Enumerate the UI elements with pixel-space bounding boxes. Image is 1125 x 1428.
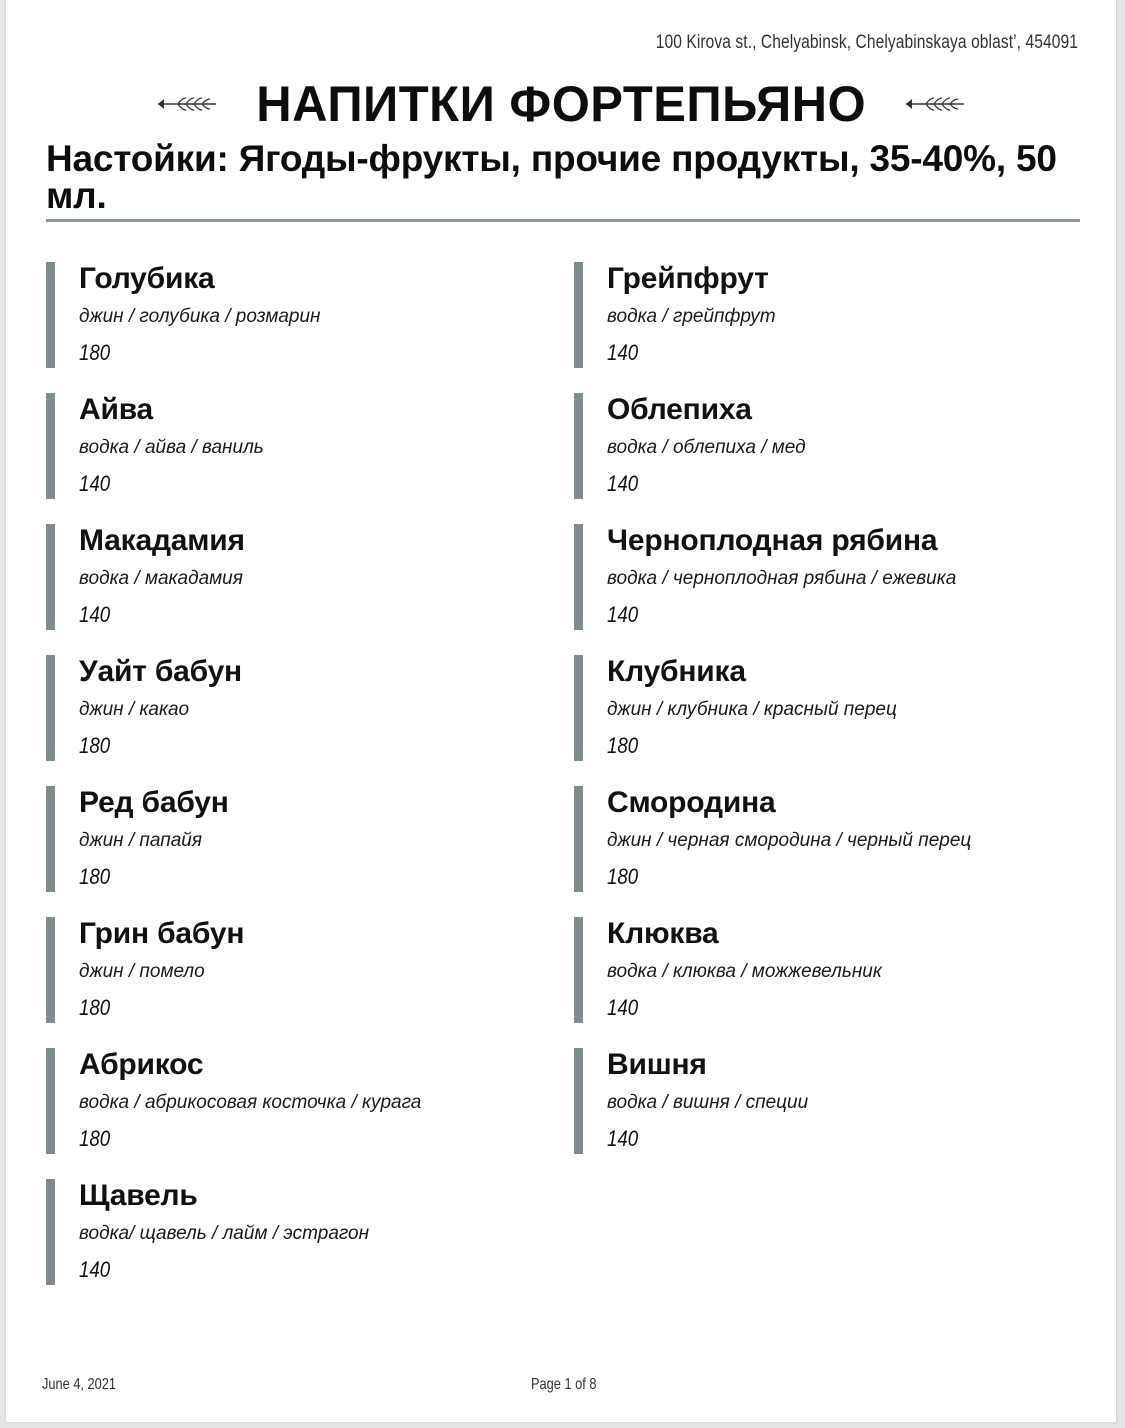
- item-name: Смородина: [607, 786, 776, 819]
- item-ingredients: джин / какао: [79, 699, 190, 720]
- item-name: Абрикос: [79, 1048, 204, 1081]
- item-ingredients: водка / облепиха / мед: [607, 437, 806, 458]
- item-name: Айва: [79, 393, 154, 426]
- item-price: 140: [607, 340, 639, 365]
- page-title: НАПИТКИ ФОРТЕПЬЯНО: [256, 76, 866, 132]
- title-row: [6, 72, 1116, 136]
- accent-bar: [574, 393, 583, 499]
- item-name: Вишня: [607, 1048, 707, 1081]
- item-name: Щавель: [79, 1179, 198, 1212]
- menu-item: [46, 258, 566, 389]
- menu-column-right: [574, 258, 1094, 1175]
- menu-column-left: [46, 258, 566, 1306]
- item-price: 180: [79, 864, 111, 889]
- menu-item: [574, 651, 1094, 782]
- item-name: Клюква: [607, 917, 719, 950]
- menu-item: [46, 782, 566, 913]
- item-name: Грин бабун: [79, 917, 245, 950]
- item-ingredients: джин / папайя: [79, 830, 202, 851]
- item-ingredients: джин / голубика / розмарин: [79, 306, 321, 327]
- item-name: Клубника: [607, 655, 746, 688]
- accent-bar: [574, 786, 583, 892]
- wheat-ornament-icon: [904, 94, 966, 114]
- item-price: 140: [607, 471, 639, 496]
- item-name: Голубика: [79, 262, 215, 295]
- footer-page-number: Page 1 of 8: [531, 1376, 597, 1393]
- restaurant-address: 100 Kirova st., Chelyabinsk, Chelyabinskaya oblast’, 454091: [655, 32, 1078, 53]
- item-price: 140: [79, 1257, 111, 1282]
- menu-item: [46, 389, 566, 520]
- item-ingredients: водка / грейпфрут: [607, 306, 776, 327]
- item-ingredients: водка / абрикосовая косточка / курага: [79, 1092, 422, 1113]
- accent-bar: [46, 262, 55, 368]
- menu-item: [574, 258, 1094, 389]
- footer-date: June 4, 2021: [42, 1376, 117, 1393]
- item-price: 180: [79, 340, 111, 365]
- menu-item: [46, 520, 566, 651]
- menu-item: [46, 1044, 566, 1175]
- menu-item: [574, 913, 1094, 1044]
- item-name: Черноплодная рябина: [607, 524, 938, 557]
- accent-bar: [46, 393, 55, 499]
- wheat-ornament-icon: [156, 94, 218, 114]
- accent-bar: [46, 524, 55, 630]
- menu-item: [574, 520, 1094, 651]
- item-ingredients: водка / айва / ваниль: [79, 437, 264, 458]
- menu-item: [46, 913, 566, 1044]
- item-price: 140: [79, 602, 111, 627]
- item-name: Уайт бабун: [79, 655, 242, 688]
- section-divider: [46, 219, 1080, 222]
- item-ingredients: водка / макадамия: [79, 568, 243, 589]
- accent-bar: [574, 655, 583, 761]
- item-price: 140: [607, 995, 639, 1020]
- accent-bar: [574, 917, 583, 1023]
- item-price: 180: [607, 733, 639, 758]
- item-ingredients: джин / помело: [79, 961, 205, 982]
- item-price: 180: [79, 733, 111, 758]
- menu-item: [574, 782, 1094, 913]
- item-ingredients: водка / вишня / специи: [607, 1092, 809, 1113]
- item-price: 180: [79, 1126, 111, 1151]
- item-price: 180: [607, 864, 639, 889]
- item-name: Макадамия: [79, 524, 245, 557]
- item-ingredients: водка/ щавель / лайм / эстрагон: [79, 1223, 370, 1244]
- accent-bar: [46, 1179, 55, 1285]
- menu-item: [46, 651, 566, 782]
- accent-bar: [46, 786, 55, 892]
- item-name: Ред бабун: [79, 786, 229, 819]
- accent-bar: [46, 917, 55, 1023]
- item-name: Облепиха: [607, 393, 752, 426]
- item-ingredients: водка / черноплодная рябина / ежевика: [607, 568, 957, 589]
- menu-item: [574, 389, 1094, 520]
- item-ingredients: джин / черная смородина / черный перец: [607, 830, 972, 851]
- menu-item: [574, 1044, 1094, 1175]
- item-price: 140: [79, 471, 111, 496]
- item-price: 140: [607, 1126, 639, 1151]
- accent-bar: [574, 1048, 583, 1154]
- item-ingredients: водка / клюква / можжевельник: [607, 961, 882, 982]
- item-price: 180: [79, 995, 111, 1020]
- accent-bar: [574, 262, 583, 368]
- accent-bar: [46, 655, 55, 761]
- item-price: 140: [607, 602, 639, 627]
- item-name: Грейпфрут: [607, 262, 769, 295]
- accent-bar: [46, 1048, 55, 1154]
- item-ingredients: джин / клубника / красный перец: [607, 699, 897, 720]
- section-subtitle: Настойки: Ягоды-фрукты, прочие продукты, 35-40%, 50 мл.: [46, 138, 1057, 216]
- menu-item: [46, 1175, 566, 1306]
- accent-bar: [574, 524, 583, 630]
- menu-page: [6, 0, 1117, 1422]
